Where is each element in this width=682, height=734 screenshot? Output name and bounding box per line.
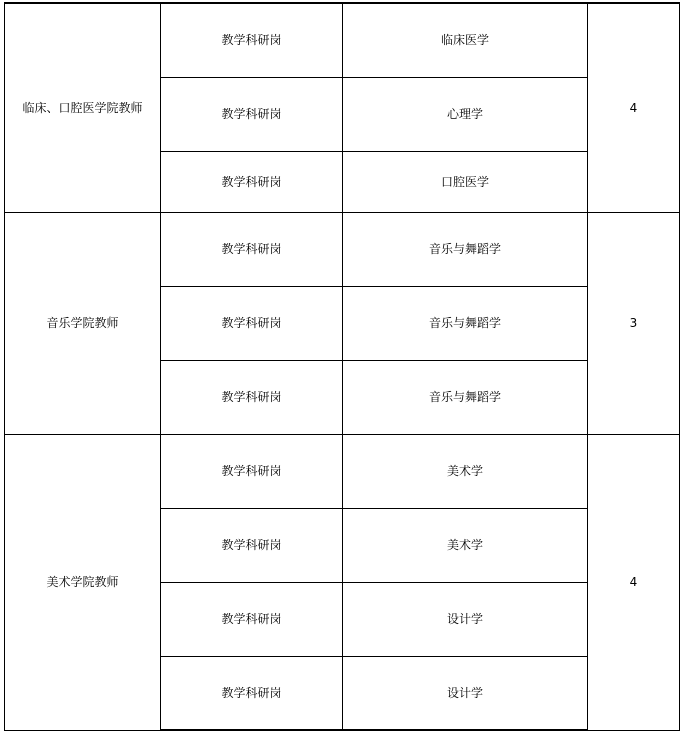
headcount-cell: 4	[588, 3, 680, 212]
major-cell: 临床医学	[343, 3, 588, 77]
major-cell: 口腔医学	[343, 151, 588, 212]
post-cell: 教学科研岗	[161, 434, 343, 508]
major-cell: 设计学	[343, 582, 588, 656]
major-cell: 心理学	[343, 77, 588, 151]
department-cell: 音乐学院教师	[5, 212, 161, 434]
post-cell: 教学科研岗	[161, 151, 343, 212]
major-cell: 美术学	[343, 434, 588, 508]
table-row	[5, 212, 680, 286]
recruitment-table	[4, 2, 680, 731]
post-cell: 教学科研岗	[161, 582, 343, 656]
post-cell: 教学科研岗	[161, 286, 343, 360]
post-cell: 教学科研岗	[161, 212, 343, 286]
department-cell: 临床、口腔医学院教师	[5, 3, 161, 212]
department-cell: 美术学院教师	[5, 434, 161, 730]
table-row	[5, 3, 680, 77]
table-row	[5, 434, 680, 508]
post-cell: 教学科研岗	[161, 508, 343, 582]
major-cell: 美术学	[343, 508, 588, 582]
post-cell: 教学科研岗	[161, 3, 343, 77]
post-cell: 教学科研岗	[161, 360, 343, 434]
major-cell: 音乐与舞蹈学	[343, 286, 588, 360]
headcount-cell: 4	[588, 434, 680, 730]
major-cell: 音乐与舞蹈学	[343, 212, 588, 286]
major-cell: 音乐与舞蹈学	[343, 360, 588, 434]
post-cell: 教学科研岗	[161, 77, 343, 151]
post-cell: 教学科研岗	[161, 656, 343, 730]
major-cell: 设计学	[343, 656, 588, 730]
headcount-cell: 3	[588, 212, 680, 434]
